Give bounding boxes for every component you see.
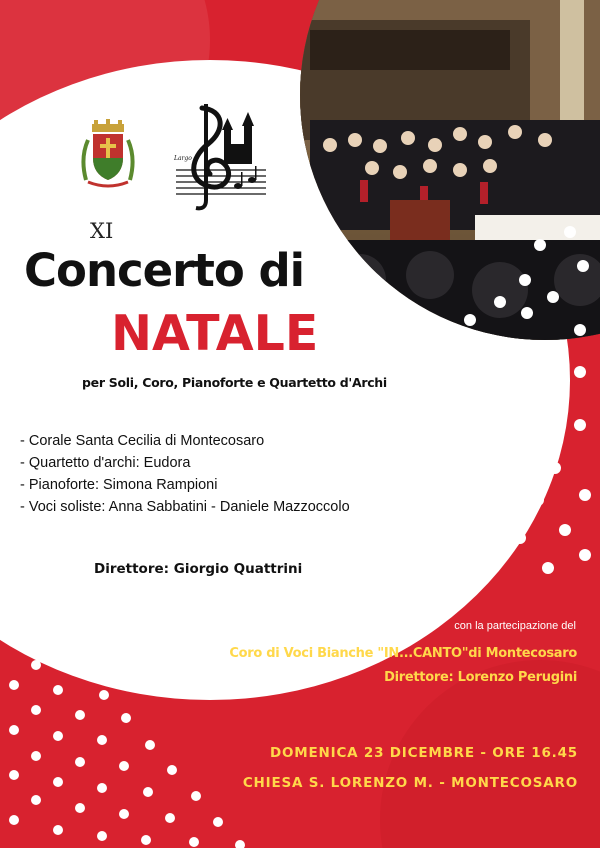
event-location: CHIESA S. LORENZO M. - MONTECOSARO (242, 775, 578, 791)
edition-number: XI (90, 219, 114, 243)
director-credit: Direttore: Giorgio Quattrini (94, 561, 303, 577)
treble-clef-church-logo-icon (172, 100, 270, 212)
list-item: - Corale Santa Cecilia di Montecosaro (20, 433, 265, 449)
guest-choir-director: Direttore: Lorenzo Perugini (384, 670, 577, 685)
title-concerto-di: Concerto di (24, 244, 305, 297)
list-item: - Voci soliste: Anna Sabbatini - Daniele Mazzoccolo (20, 499, 350, 515)
title-natale: NATALE (111, 305, 319, 362)
music-logo-text: Largo (174, 155, 192, 162)
performers-list (20, 430, 350, 518)
event-date-time: DOMENICA 23 DICEMBRE - ORE 16.45 (270, 745, 578, 761)
list-item: - Quartetto d'archi: Eudora (20, 455, 191, 471)
list-item: - Pianoforte: Simona Rampioni (20, 477, 218, 493)
participation-intro: con la partecipazione del (454, 620, 576, 632)
choir-concert-photo (300, 0, 600, 340)
subtitle: per Soli, Coro, Pianoforte e Quartetto d'Archi (82, 375, 387, 390)
guest-choir: Coro di Voci Bianche "IN...CANTO"di Montecosaro (229, 646, 577, 661)
municipal-coat-of-arms-icon (78, 118, 138, 190)
